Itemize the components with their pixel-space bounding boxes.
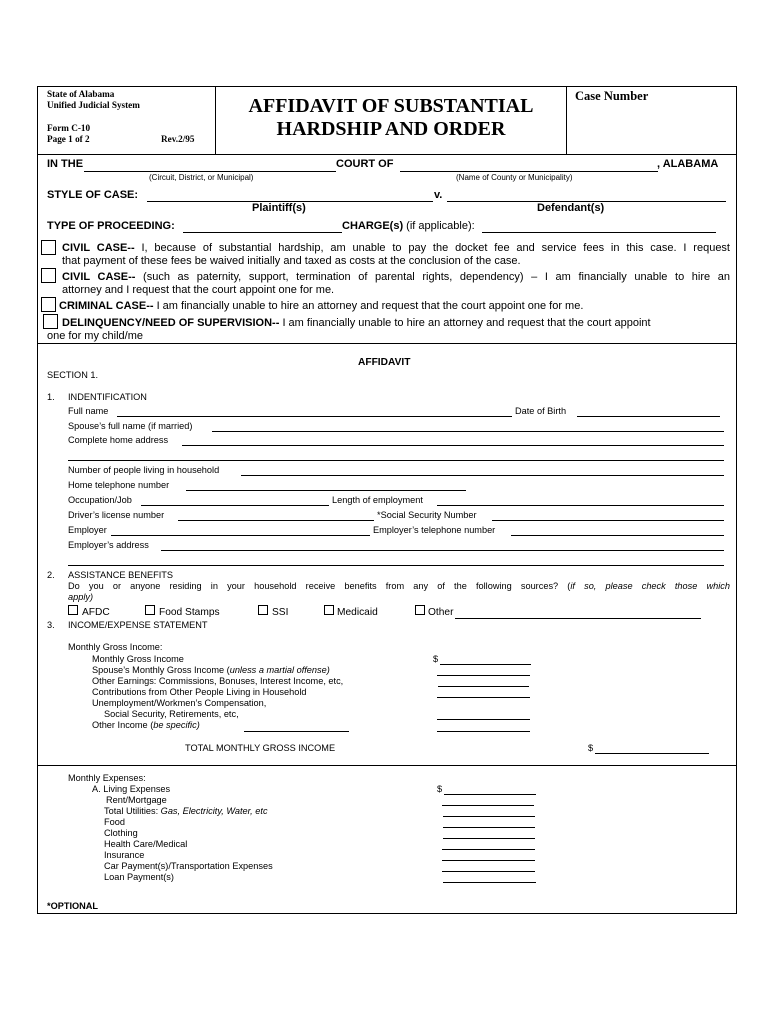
county-field[interactable] bbox=[400, 171, 658, 172]
loan-payment-field[interactable] bbox=[443, 882, 536, 883]
total-income-dollar: $ bbox=[588, 743, 594, 753]
other-income-amount-field[interactable] bbox=[437, 731, 530, 732]
afdc-label: AFDC bbox=[82, 607, 110, 618]
circuit-note: (Circuit, District, or Municipal) bbox=[149, 173, 254, 182]
food-field[interactable] bbox=[443, 827, 535, 828]
spouse-name-label: Spouse’s full name (if married) bbox=[68, 421, 193, 431]
monthly-gross-label: Monthly Gross Income bbox=[92, 654, 184, 664]
unemployment-label: Unemployment/Workmen’s Compensation, bbox=[92, 698, 267, 708]
home-address-label: Complete home address bbox=[68, 435, 169, 445]
loan-payment-label: Loan Payment(s) bbox=[104, 872, 174, 882]
spouse-income-label: Spouse’s Monthly Gross Income (unless a martial offense) bbox=[92, 665, 330, 675]
license-field[interactable] bbox=[178, 520, 374, 521]
clothing-field[interactable] bbox=[443, 838, 535, 839]
income-title: INCOME/EXPENSE STATEMENT bbox=[68, 620, 208, 630]
employer-label: Employer bbox=[68, 525, 107, 535]
in-the-label: IN THE bbox=[47, 158, 84, 170]
state-label: State of Alabama bbox=[47, 89, 115, 99]
criminal-case-checkbox[interactable] bbox=[41, 297, 56, 312]
health-care-label: Health Care/Medical bbox=[104, 839, 188, 849]
social-security-label: Social Security, Retirements, etc, bbox=[104, 709, 239, 719]
home-address-field-line2[interactable] bbox=[68, 460, 724, 461]
food-label: Food bbox=[104, 817, 125, 827]
rent-field[interactable] bbox=[442, 805, 534, 806]
employer-phone-label: Employer’s telephone number bbox=[373, 525, 496, 535]
license-label: Driver’s license number bbox=[68, 510, 165, 520]
home-phone-label: Home telephone number bbox=[68, 480, 170, 490]
civil-case-fees-checkbox[interactable] bbox=[41, 240, 56, 255]
section1-title: INDENTIFICATION bbox=[68, 392, 147, 402]
charge-field[interactable] bbox=[482, 232, 716, 233]
medicaid-checkbox[interactable] bbox=[324, 605, 334, 615]
revision: Rev.2/95 bbox=[161, 134, 195, 144]
other-earnings-field[interactable] bbox=[438, 686, 529, 687]
employer-address-label: Employer’s address bbox=[68, 540, 149, 550]
expenses-title: Monthly Expenses: bbox=[68, 773, 146, 783]
home-phone-field[interactable] bbox=[186, 490, 466, 491]
living-expenses-label: A. Living Expenses bbox=[92, 784, 171, 794]
afdc-checkbox[interactable] bbox=[68, 605, 78, 615]
employment-length-field[interactable] bbox=[437, 505, 724, 506]
other-income-description-field[interactable] bbox=[244, 731, 349, 732]
benefits-question: Do you or anyone residing in your household receive benefits from any of the following sources? (if so, please check those which bbox=[68, 581, 730, 591]
case-number-field[interactable] bbox=[568, 106, 734, 152]
civil-case-attorney-text-line2: attorney and I request that the court appoint one for me. bbox=[62, 284, 335, 296]
alabama-label: , ALABAMA bbox=[657, 158, 719, 170]
household-count-label: Number of people living in household bbox=[68, 465, 220, 475]
spouse-income-field[interactable] bbox=[437, 675, 530, 676]
health-care-field[interactable] bbox=[442, 849, 535, 850]
household-count-field[interactable] bbox=[241, 475, 724, 476]
proceeding-field[interactable] bbox=[183, 232, 342, 233]
car-payment-field[interactable] bbox=[442, 871, 535, 872]
benefits-number: 2. bbox=[47, 570, 55, 580]
total-income-label: TOTAL MONTHLY GROSS INCOME bbox=[185, 743, 336, 753]
header-bottom-rule bbox=[38, 154, 736, 155]
court-of-label: COURT OF bbox=[336, 158, 394, 170]
case-number-label: Case Number bbox=[575, 89, 649, 103]
other-earnings-label: Other Earnings: Commissions, Bonuses, Interest Income, etc, bbox=[92, 676, 344, 686]
form-title-line2: HARDSHIP AND ORDER bbox=[276, 118, 506, 140]
civil-case-fees-text: CIVIL CASE-- I, because of substantial hardship, am unable to pay the docket fee and service fees in this case. I request bbox=[62, 242, 730, 254]
food-stamps-label: Food Stamps bbox=[159, 607, 220, 618]
dob-label: Date of Birth bbox=[515, 406, 567, 416]
other-income-label: Other Income (be specific) bbox=[92, 720, 200, 730]
civil-case-attorney-text: CIVIL CASE-- (such as paternity, support, termination of parental rights, dependency) – I am financially unable to hire an bbox=[62, 271, 730, 283]
header-divider-right bbox=[566, 87, 567, 154]
optional-footnote: *OPTIONAL bbox=[47, 901, 99, 911]
benefits-question-line2: apply) bbox=[68, 592, 94, 602]
options-bottom-rule bbox=[38, 343, 736, 344]
civil-case-fees-text-line2: that payment of these fees be waived initially and taxed as costs at the conclusion of the case. bbox=[62, 255, 521, 267]
delinquency-checkbox[interactable] bbox=[43, 314, 58, 329]
occupation-label: Occupation/Job bbox=[68, 495, 132, 505]
ssn-field[interactable] bbox=[492, 520, 724, 521]
type-of-proceeding-label: TYPE OF PROCEEDING: bbox=[47, 220, 175, 232]
criminal-case-text: CRIMINAL CASE-- I am financially unable to hire an attorney and request that the court appoint one for me. bbox=[59, 300, 584, 312]
monthly-gross-dollar: $ bbox=[433, 654, 439, 664]
monthly-gross-field[interactable] bbox=[440, 664, 531, 665]
employer-phone-field[interactable] bbox=[511, 535, 724, 536]
total-income-field[interactable] bbox=[595, 753, 709, 754]
other-benefits-label: Other bbox=[428, 607, 454, 618]
contributions-label: Contributions from Other People Living in Household bbox=[92, 687, 307, 697]
benefits-title: ASSISTANCE BENEFITS bbox=[68, 570, 173, 580]
employer-field[interactable] bbox=[111, 535, 370, 536]
delinquency-text: DELINQUENCY/NEED OF SUPERVISION-- I am financially unable to hire an attorney and request that the court appoint bbox=[62, 317, 651, 329]
insurance-label: Insurance bbox=[104, 850, 145, 860]
delinquency-text-line2: one for my child/me bbox=[47, 330, 143, 342]
form-title-line1: AFFIDAVIT OF SUBSTANTIAL bbox=[248, 95, 534, 117]
charge-label: CHARGE(s) (if applicable): bbox=[342, 220, 475, 232]
monthly-gross-heading: Monthly Gross Income: bbox=[68, 642, 163, 652]
ssi-label: SSI bbox=[272, 607, 289, 618]
ssi-checkbox[interactable] bbox=[258, 605, 268, 615]
full-name-field[interactable] bbox=[117, 416, 512, 417]
car-payment-label: Car Payment(s)/Transportation Expenses bbox=[104, 861, 273, 871]
insurance-field[interactable] bbox=[442, 860, 535, 861]
form-number: Form C-10 bbox=[47, 123, 91, 133]
dob-field[interactable] bbox=[577, 416, 720, 417]
clothing-label: Clothing bbox=[104, 828, 138, 838]
home-address-field[interactable] bbox=[182, 445, 724, 446]
other-benefits-field[interactable] bbox=[455, 618, 701, 619]
employment-length-label: Length of employment bbox=[332, 495, 423, 505]
utilities-field[interactable] bbox=[443, 816, 535, 817]
style-of-case-label: STYLE OF CASE: bbox=[47, 189, 139, 201]
utilities-label: Total Utilities: Gas, Electricity, Water, etc bbox=[104, 806, 268, 816]
section1-number: 1. bbox=[47, 392, 55, 402]
defendant-label: Defendant(s) bbox=[537, 202, 605, 214]
civil-case-attorney-checkbox[interactable] bbox=[41, 268, 56, 283]
system-label: Unified Judicial System bbox=[47, 100, 140, 110]
rent-label: Rent/Mortgage bbox=[106, 795, 167, 805]
income-number: 3. bbox=[47, 620, 55, 630]
social-security-field[interactable] bbox=[437, 719, 530, 720]
versus-label: v. bbox=[434, 189, 443, 201]
living-expenses-field[interactable] bbox=[444, 794, 536, 795]
food-stamps-checkbox[interactable] bbox=[145, 605, 155, 615]
spouse-name-field[interactable] bbox=[212, 431, 724, 432]
plaintiff-label: Plaintiff(s) bbox=[252, 202, 306, 214]
ssn-label: *Social Security Number bbox=[377, 510, 477, 520]
page-number: Page 1 of 2 bbox=[47, 134, 90, 144]
employer-address-field[interactable] bbox=[161, 550, 724, 551]
medicaid-label: Medicaid bbox=[337, 607, 378, 618]
occupation-field[interactable] bbox=[141, 505, 329, 506]
income-bottom-rule bbox=[38, 765, 736, 766]
contributions-field[interactable] bbox=[437, 697, 530, 698]
other-benefits-checkbox[interactable] bbox=[415, 605, 425, 615]
court-type-field[interactable] bbox=[84, 171, 336, 172]
county-note: (Name of County or Municipality) bbox=[456, 173, 573, 182]
section-label: SECTION 1. bbox=[47, 370, 99, 380]
employer-address-field-line2[interactable] bbox=[68, 565, 724, 566]
full-name-label: Full name bbox=[68, 406, 109, 416]
affidavit-heading: AFFIDAVIT bbox=[358, 357, 411, 368]
living-expenses-dollar: $ bbox=[437, 784, 443, 794]
